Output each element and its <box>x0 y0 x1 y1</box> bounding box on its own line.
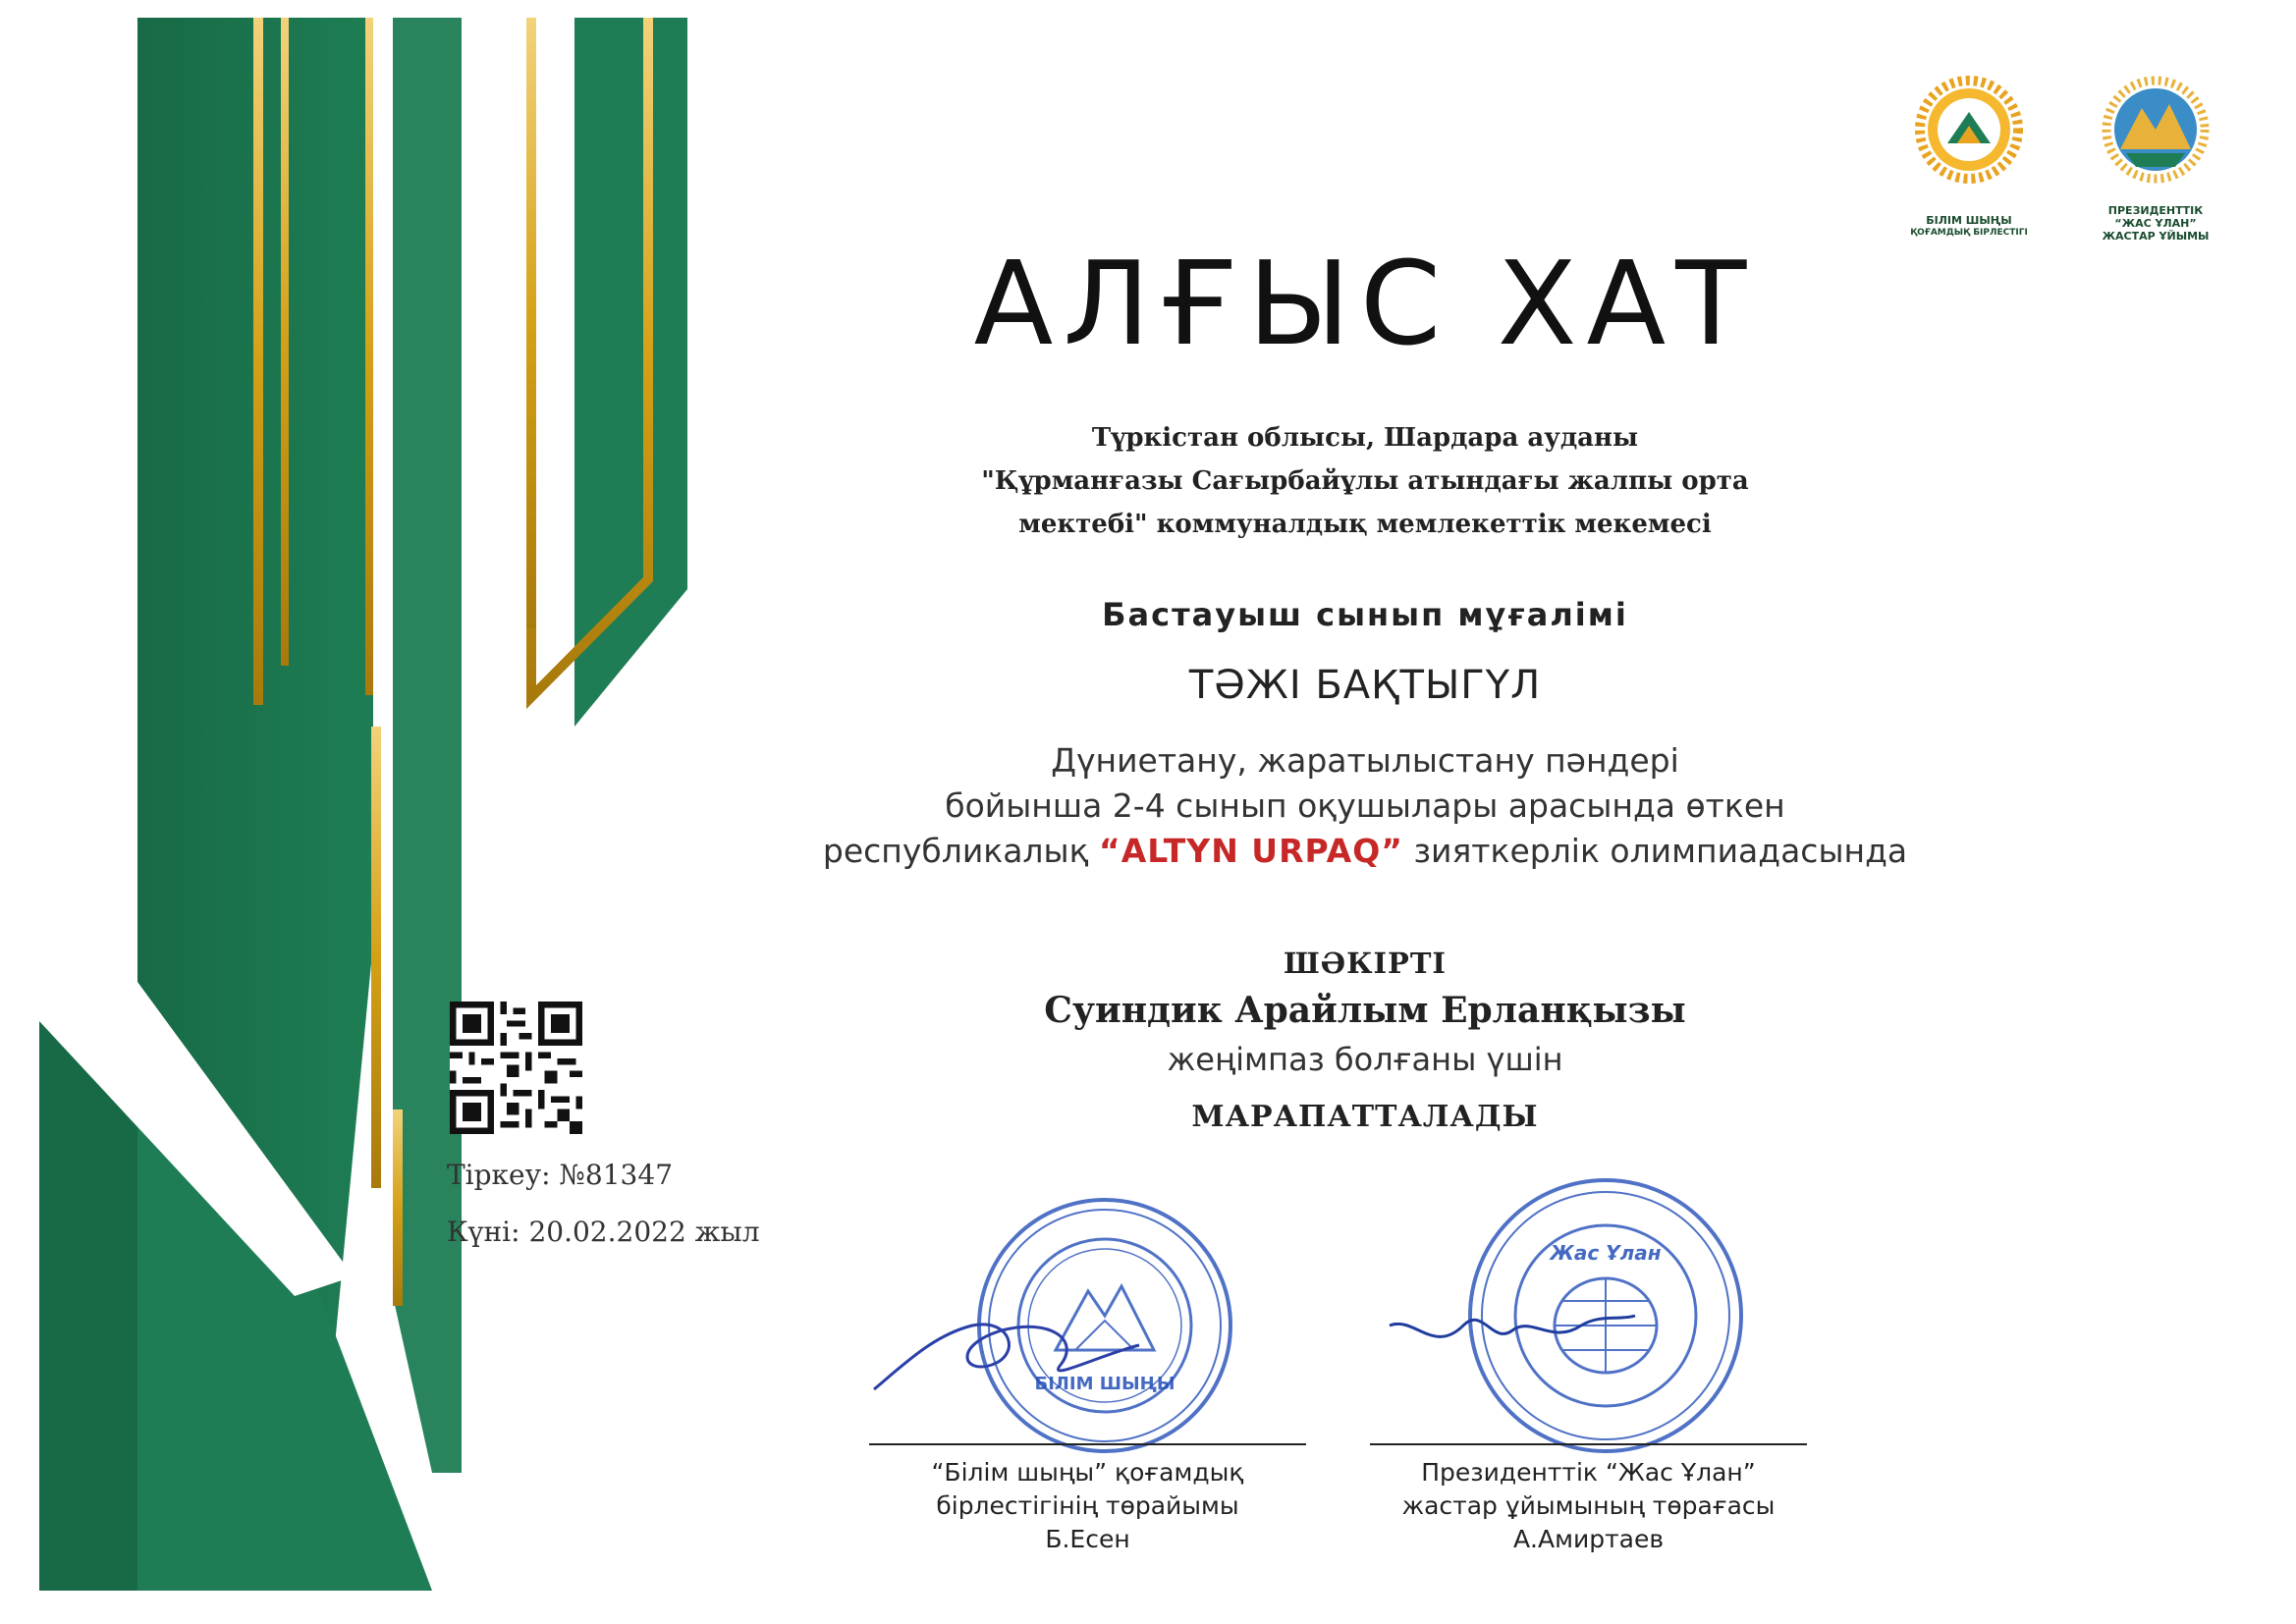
description-before-olympiad: республикалық <box>822 832 1089 870</box>
description-after-olympiad: зияткерлік олимпиадасында <box>1413 832 1908 870</box>
teacher-position: Бастауыш сынып мұғалімі <box>1102 596 1628 633</box>
signatory-line: Б.Есен <box>1045 1525 1130 1553</box>
registration-block <box>447 1147 760 1261</box>
winner-text: жеңімпаз болғаны үшін <box>1167 1041 1563 1078</box>
right-signature-line <box>1370 1443 1807 1445</box>
zhas-ulan-logo <box>2102 69 2210 206</box>
description-line: бойынша 2-4 сынып оқушылары арасында өткен <box>945 786 1785 825</box>
description-line <box>687 829 2043 874</box>
description-block <box>687 738 2043 874</box>
logo-caption-line: “ЖАС ҰЛАН” <box>2114 217 2197 230</box>
logo-caption-line: БІЛІМ ШЫҢЫ <box>1926 214 2012 227</box>
award-text: МАРАПАТТАЛАДЫ <box>1191 1100 1539 1134</box>
signatory-line: А.Амиртаев <box>1512 1525 1665 1553</box>
signatory-line: бірлестігінің төрайымы <box>936 1491 1239 1520</box>
left-signature-line <box>869 1443 1306 1445</box>
organization-line: мектебі" коммуналдық мемлекеттік мекемесі <box>1018 510 1712 539</box>
registration-number: Тіркеу: №81347 <box>447 1159 674 1191</box>
student-name: Суиндик Арайлым Ерланқызы <box>1044 990 1686 1031</box>
student-label: ШӘКІРТІ <box>1284 947 1447 980</box>
stamp-center-text: БІЛІМ ШЫҢЫ <box>1034 1374 1175 1394</box>
signatory-line: жастар ұйымының төрағасы <box>1401 1491 1776 1520</box>
bilim-shyngy-logo <box>1915 69 2023 216</box>
signatory-line: “Білім шыңы” қоғамдық <box>931 1458 1244 1487</box>
signatory-line: Президенттік “Жас Ұлан” <box>1421 1458 1756 1487</box>
stamp-center-text: Жас Ұлан <box>1550 1241 1662 1265</box>
organization-block <box>845 416 1886 546</box>
organization-line: "Құрманғазы Сағырбайұлы атындағы жалпы орта <box>981 466 1749 496</box>
left-signatory <box>869 1456 1306 1556</box>
logo-caption-line: ЖАСТАР ҰЙЫМЫ <box>2102 230 2210 243</box>
description-line: Дүниетану, жаратылыстану пәндері <box>1051 741 1679 780</box>
logo-caption-line: ҚОҒАМДЫҚ БІРЛЕСТІГІ <box>1910 228 2028 238</box>
right-signature <box>1385 1286 1640 1384</box>
left-logo-caption <box>1895 214 2043 240</box>
registration-date: Күні: 20.02.2022 жыл <box>447 1216 760 1248</box>
left-signature <box>864 1296 1149 1404</box>
olympiad-name: “ALTYN URPAQ” <box>1099 832 1403 870</box>
decorative-stripes <box>0 0 746 1624</box>
organization-line: Түркістан облысы, Шардара ауданы <box>1091 423 1639 453</box>
right-logo-caption <box>2082 204 2229 243</box>
right-signatory <box>1370 1456 1807 1556</box>
logo-caption-line: ПРЕЗИДЕНТТІК <box>2107 204 2204 217</box>
certificate-title: АЛҒЫС ХАТ <box>973 236 1757 371</box>
qr-code <box>450 1001 582 1134</box>
teacher-name: ТӘЖІ БАҚТЫГҮЛ <box>1188 663 1542 708</box>
